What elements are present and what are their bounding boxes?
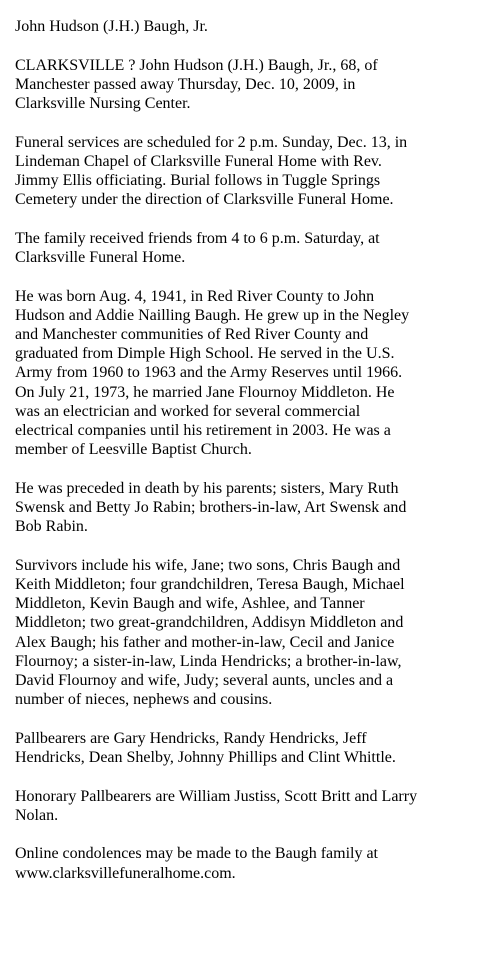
paragraph-honorary-pallbearers: Honorary Pallbearers are William Justiss, Scott Britt and Larry Nolan. xyxy=(15,787,418,824)
paragraph-online-condolences: Online condolences may be made to the Baugh family at www.clarksvillefuneralhome.com. xyxy=(15,845,378,882)
paragraph-announcement: CLARKSVILLE ? John Hudson (J.H.) Baugh, Jr., 68, of Manchester passed away Thursday, Dec. 10, 2009, in Clarksville Nursing Center. xyxy=(15,56,378,112)
paragraph-funeral-services: Funeral services are scheduled for 2 p.m. Sunday, Dec. 13, in Lindeman Chapel of Clarksville Funeral Home with Rev. Jimmy Ellis officiating. Burial follows in Tuggle Springs Cemetery under the direction of Clarksville Funeral Home. xyxy=(15,133,408,209)
obituary-document xyxy=(15,17,485,902)
paragraph-pallbearers: Pallbearers are Gary Hendricks, Randy Hendricks, Jeff Hendricks, Dean Shelby, Johnny Phillips and Clint Whittle. xyxy=(15,729,396,767)
obituary-title: John Hudson (J.H.) Baugh, Jr. xyxy=(15,18,208,35)
paragraph-biography: He was born Aug. 4, 1941, in Red River County to John Hudson and Addie Nailling Baugh. He grew up in the Negley and Manchester communities of Red River County and graduated from Dimple High School. He served in the U.S. Army from 1960 to 1963 and the Army Reserves until 1966. On July 21, 1973, he married Jane Flournoy Middleton. He was an electrician and worked for several commercial electrical companies until his retirement in 2003. He was a member of Leesville Baptist Church. xyxy=(15,287,410,459)
paragraph-survivors: Survivors include his wife, Jane; two sons, Chris Baugh and Keith Middleton; four grandchildren, Teresa Baugh, Michael Middleton, Kevin Baugh and wife, Ashlee, and Tanner Middleton; two great-grandchildren, Addisyn Middleton and Alex Baugh; his father and mother-in-law, Cecil and Janice Flournoy; a sister-in-law, Linda Hendricks; a brother-in-law, David Flournoy and wife, Judy; several aunts, uncles and a number of nieces, nephews and cousins. xyxy=(15,556,405,709)
paragraph-visitation: The family received friends from 4 to 6 p.m. Saturday, at Clarksville Funeral Home. xyxy=(15,229,380,266)
paragraph-preceded-in-death: He was preceded in death by his parents; sisters, Mary Ruth Swensk and Betty Jo Rabin; brothers-in-law, Art Swensk and Bob Rabin. xyxy=(15,479,407,536)
